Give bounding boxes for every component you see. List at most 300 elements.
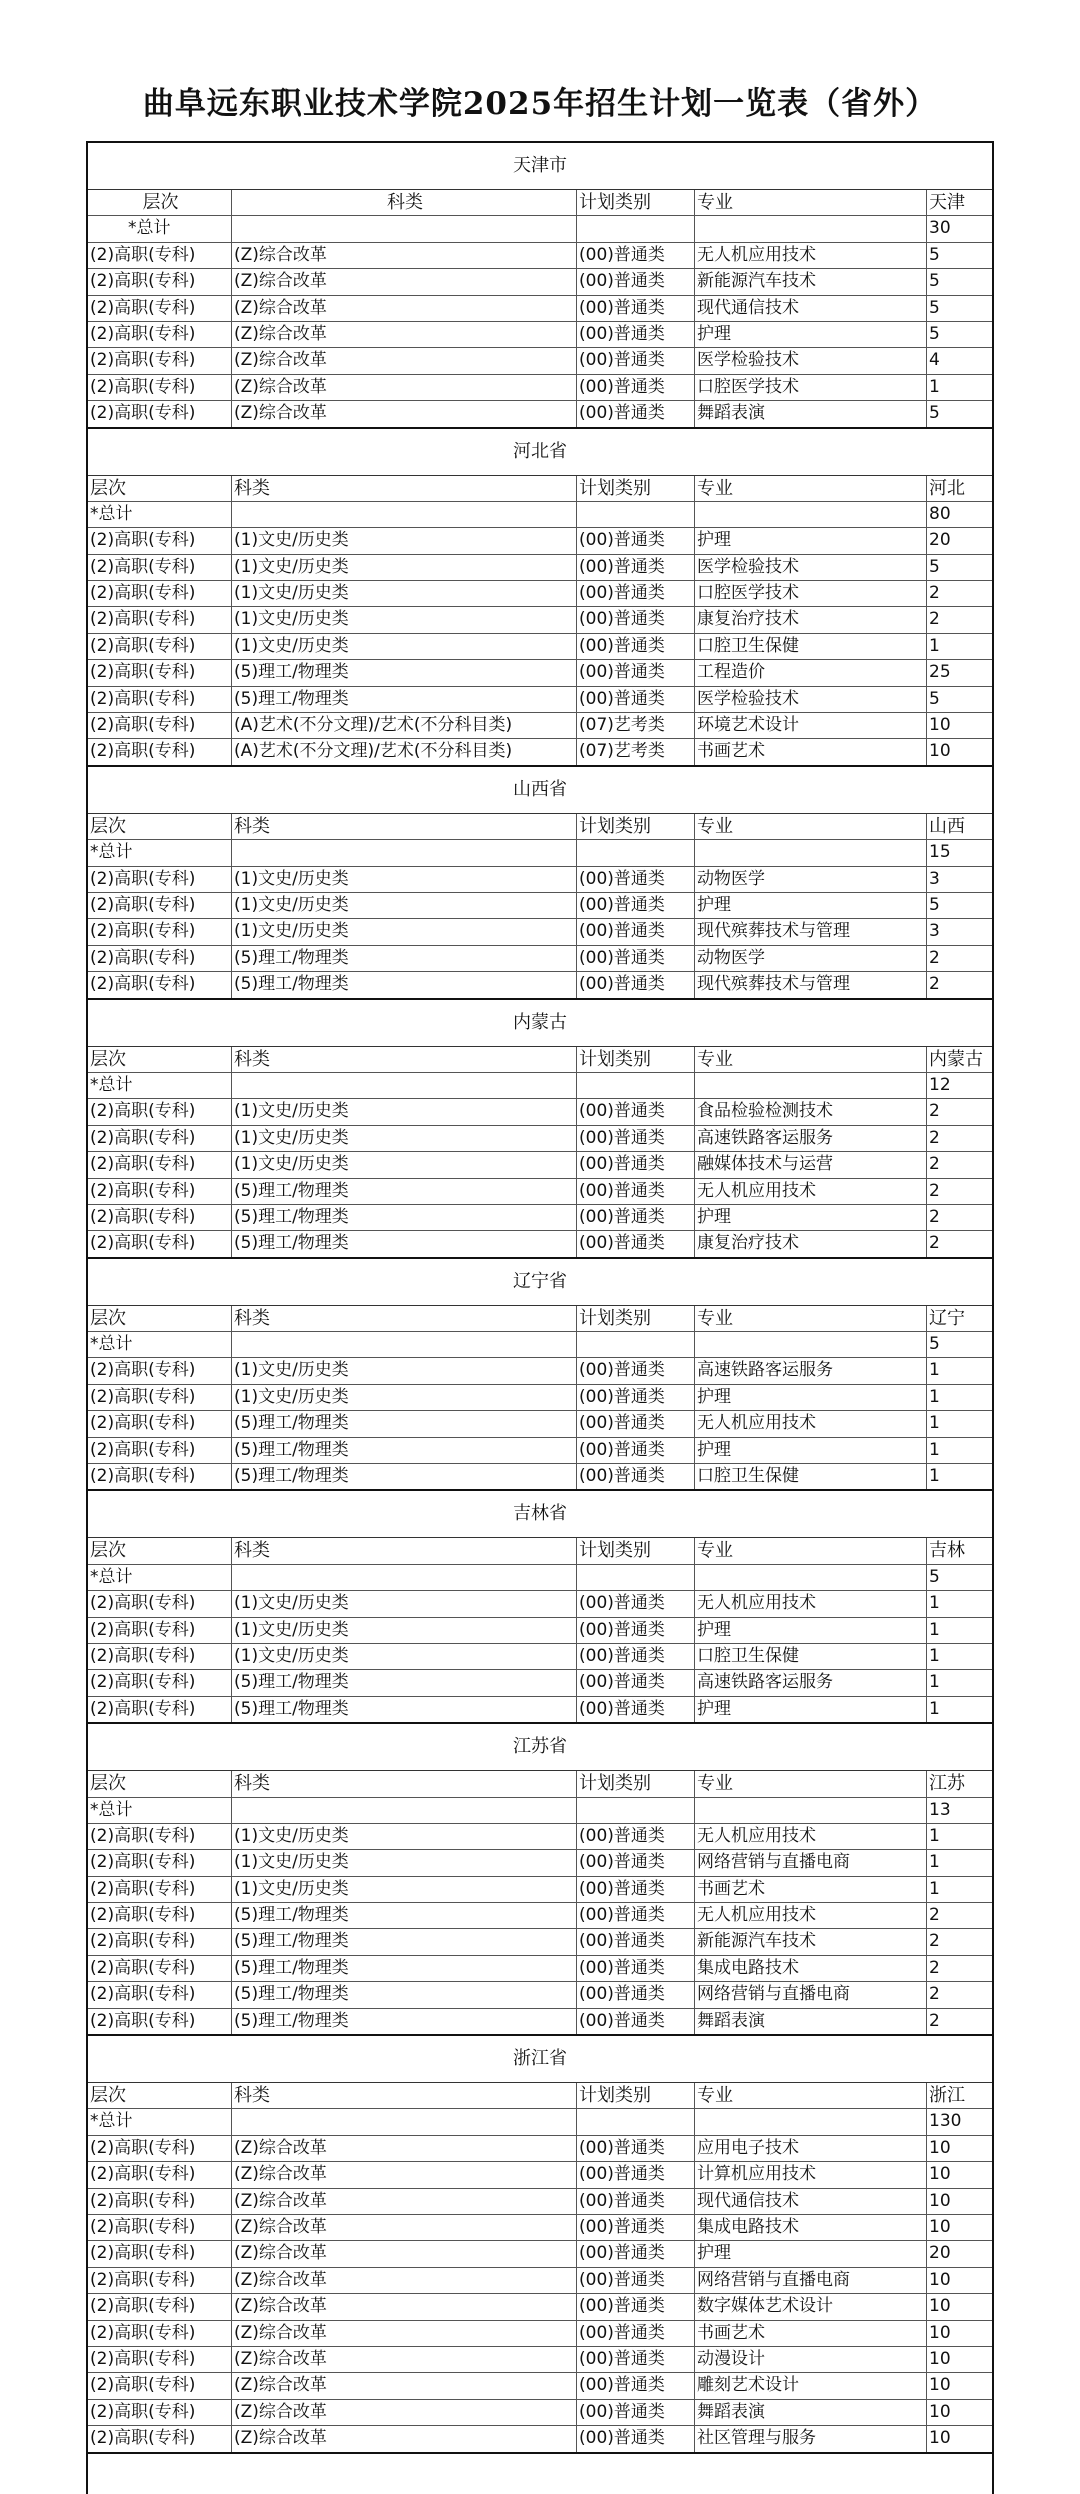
cell-jihua: (00)普通类 <box>577 581 695 606</box>
cell-count: 3 <box>929 868 940 889</box>
cell-zhuanye: 护理 <box>695 1438 927 1463</box>
total-empty <box>695 1073 927 1098</box>
cell-cengci: (2)高职(专科) <box>88 375 232 400</box>
table-row <box>88 1824 992 1850</box>
table-row <box>88 555 992 581</box>
table-row <box>88 1644 992 1670</box>
cell-count: 5 <box>929 556 940 577</box>
cell-jihua: (00)普通类 <box>577 1438 695 1463</box>
cell-zhuanye: 舞蹈表演 <box>695 401 927 426</box>
cell-zhuanye: 工程造价 <box>695 660 927 685</box>
table-row <box>88 713 992 739</box>
cell-jihua: (00)普通类 <box>577 2215 695 2240</box>
table-row <box>88 1152 992 1178</box>
cell-count: 2 <box>929 1905 940 1926</box>
total-row <box>88 1073 992 1099</box>
header-jihua: 计划类别 <box>577 1771 695 1796</box>
cell-kelei: (Z)综合改革 <box>232 269 577 294</box>
cell-jihua: (00)普通类 <box>577 2347 695 2372</box>
header-jihua: 计划类别 <box>577 190 695 215</box>
cell-kelei: (Z)综合改革 <box>232 2268 577 2293</box>
cell-count: 10 <box>929 2348 951 2369</box>
cell-kelei: (1)文史/历史类 <box>232 1850 577 1875</box>
cell-kelei: (5)理工/物理类 <box>232 1438 577 1463</box>
cell-count: 1 <box>929 1413 940 1434</box>
cell-cengci: (2)高职(专科) <box>88 1411 232 1436</box>
cell-cengci: (2)高职(专科) <box>88 1903 232 1928</box>
cell-kelei: (Z)综合改革 <box>232 2162 577 2187</box>
table-row <box>88 1205 992 1231</box>
total-label: *总计 <box>88 1798 232 1823</box>
table-row <box>88 1179 992 1205</box>
cell-kelei: (Z)综合改革 <box>232 2426 577 2451</box>
cell-kelei: (Z)综合改革 <box>232 2215 577 2240</box>
cell-count: 10 <box>929 2296 951 2317</box>
header-row <box>88 2083 992 2109</box>
cell-count: 2 <box>929 609 940 630</box>
cell-kelei: (Z)综合改革 <box>232 2321 577 2346</box>
table-row <box>88 660 992 686</box>
cell-kelei: (Z)综合改革 <box>232 401 577 426</box>
cell-cengci: (2)高职(专科) <box>88 1205 232 1230</box>
table-row <box>88 2294 992 2320</box>
cell-zhuanye: 医学检验技术 <box>695 555 927 580</box>
cell-count: 2 <box>929 1101 940 1122</box>
total-label: *总计 <box>88 1073 232 1098</box>
cell-kelei: (5)理工/物理类 <box>232 1956 577 1981</box>
cell-jihua: (00)普通类 <box>577 2009 695 2034</box>
cell-zhuanye: 动物医学 <box>695 867 927 892</box>
cell-count: 10 <box>929 2428 951 2449</box>
header-row <box>88 814 992 840</box>
cell-cengci: (2)高职(专科) <box>88 867 232 892</box>
cell-zhuanye: 护理 <box>695 1697 927 1722</box>
header-cengci: 层次 <box>88 1538 232 1563</box>
total-empty <box>232 1798 577 1823</box>
cell-cengci: (2)高职(专科) <box>88 581 232 606</box>
province-section <box>88 429 992 767</box>
table-row <box>88 348 992 374</box>
header-row <box>88 1771 992 1797</box>
cell-zhuanye: 护理 <box>695 528 927 553</box>
cell-jihua: (00)普通类 <box>577 1126 695 1151</box>
table-row <box>88 1591 992 1617</box>
cell-kelei: (1)文史/历史类 <box>232 581 577 606</box>
cell-kelei: (Z)综合改革 <box>232 375 577 400</box>
total-row <box>88 1798 992 1824</box>
cell-count: 2 <box>929 1984 940 2005</box>
province-title: 河北省 <box>88 429 992 476</box>
cell-zhuanye: 舞蹈表演 <box>695 2009 927 2034</box>
header-kelei: 科类 <box>232 1047 577 1072</box>
table-row <box>88 946 992 972</box>
cell-cengci: (2)高职(专科) <box>88 687 232 712</box>
cell-jihua: (00)普通类 <box>577 1358 695 1383</box>
total-empty <box>232 2109 577 2134</box>
cell-kelei: (Z)综合改革 <box>232 2373 577 2398</box>
total-row <box>88 1332 992 1358</box>
cell-zhuanye: 口腔卫生保健 <box>695 1644 927 1669</box>
cell-jihua: (00)普通类 <box>577 2373 695 2398</box>
cell-count: 2 <box>929 1957 940 1978</box>
cell-kelei: (5)理工/物理类 <box>232 1670 577 1695</box>
cell-jihua: (00)普通类 <box>577 1956 695 1981</box>
enrollment-plan-table <box>86 141 994 2494</box>
cell-kelei: (1)文史/历史类 <box>232 634 577 659</box>
cell-jihua: (00)普通类 <box>577 1644 695 1669</box>
cell-jihua: (07)艺考类 <box>577 713 695 738</box>
cell-jihua: (00)普通类 <box>577 2162 695 2187</box>
cell-zhuanye: 无人机应用技术 <box>695 1903 927 1928</box>
cell-zhuanye: 网络营销与直播电商 <box>695 2268 927 2293</box>
cell-zhuanye: 无人机应用技术 <box>695 1824 927 1849</box>
cell-kelei: (Z)综合改革 <box>232 2347 577 2372</box>
cell-jihua: (00)普通类 <box>577 972 695 997</box>
cell-zhuanye: 现代通信技术 <box>695 296 927 321</box>
cell-cengci: (2)高职(专科) <box>88 2215 232 2240</box>
table-row <box>88 2426 992 2451</box>
cell-jihua: (07)艺考类 <box>577 739 695 764</box>
cell-cengci: (2)高职(专科) <box>88 1929 232 1954</box>
table-row <box>88 296 992 322</box>
cell-zhuanye: 医学检验技术 <box>695 348 927 373</box>
cell-zhuanye: 动漫设计 <box>695 2347 927 2372</box>
cell-count: 4 <box>929 350 940 371</box>
cell-cengci: (2)高职(专科) <box>88 972 232 997</box>
cell-count: 10 <box>929 2217 951 2237</box>
cell-kelei: (Z)综合改革 <box>232 243 577 268</box>
province-title: 山西省 <box>88 767 992 814</box>
cell-cengci: (2)高职(专科) <box>88 660 232 685</box>
table-row <box>88 739 992 764</box>
total-empty <box>695 1332 927 1357</box>
cell-zhuanye: 食品检验检测技术 <box>695 1099 927 1124</box>
cell-cengci: (2)高职(专科) <box>88 1618 232 1643</box>
cell-count: 1 <box>929 1878 940 1899</box>
header-province-count: 江苏 <box>929 1773 965 1795</box>
header-cengci: 层次 <box>88 476 232 501</box>
header-jihua: 计划类别 <box>577 476 695 501</box>
cell-zhuanye: 应用电子技术 <box>695 2136 927 2161</box>
header-zhuanye: 专业 <box>695 476 927 501</box>
cell-count: 2 <box>929 1154 940 1175</box>
cell-count: 2 <box>929 1931 940 1952</box>
cell-count: 1 <box>929 1466 940 1487</box>
cell-zhuanye: 口腔医学技术 <box>695 375 927 400</box>
total-empty <box>577 840 695 865</box>
table-row <box>88 607 992 633</box>
cell-jihua: (00)普通类 <box>577 946 695 971</box>
total-row <box>88 502 992 528</box>
table-row <box>88 2321 992 2347</box>
table-row <box>88 687 992 713</box>
table-row <box>88 322 992 348</box>
cell-zhuanye: 动物医学 <box>695 946 927 971</box>
cell-kelei: (Z)综合改革 <box>232 2241 577 2266</box>
total-empty <box>232 216 577 241</box>
cell-cengci: (2)高职(专科) <box>88 1231 232 1256</box>
province-section <box>88 1724 992 2036</box>
cell-cengci: (2)高职(专科) <box>88 528 232 553</box>
cell-jihua: (00)普通类 <box>577 2294 695 2319</box>
cell-zhuanye: 护理 <box>695 1385 927 1410</box>
table-row <box>88 2268 992 2294</box>
header-province-count: 浙江 <box>929 2085 965 2107</box>
cell-kelei: (5)理工/物理类 <box>232 1903 577 1928</box>
cell-cengci: (2)高职(专科) <box>88 607 232 632</box>
cell-kelei: (1)文史/历史类 <box>232 1824 577 1849</box>
cell-jihua: (00)普通类 <box>577 2268 695 2293</box>
cell-zhuanye: 口腔医学技术 <box>695 581 927 606</box>
cell-jihua: (00)普通类 <box>577 1877 695 1902</box>
province-section <box>88 1000 992 1259</box>
cell-cengci: (2)高职(专科) <box>88 1670 232 1695</box>
total-label: *总计 <box>88 2109 232 2134</box>
header-row <box>88 1306 992 1332</box>
cell-zhuanye: 集成电路技术 <box>695 2215 927 2240</box>
table-row <box>88 2162 992 2188</box>
cell-count: 25 <box>929 662 951 683</box>
total-label: *总计 <box>88 1565 232 1590</box>
total-value: 5 <box>929 1566 940 1587</box>
cell-cengci: (2)高职(专科) <box>88 1956 232 1981</box>
header-cengci: 层次 <box>88 190 232 215</box>
table-continuation <box>88 2454 992 2494</box>
cell-kelei: (1)文史/历史类 <box>232 867 577 892</box>
table-row <box>88 581 992 607</box>
cell-cengci: (2)高职(专科) <box>88 919 232 944</box>
table-row <box>88 1697 992 1722</box>
cell-count: 2 <box>929 1180 940 1201</box>
cell-kelei: (1)文史/历史类 <box>232 1358 577 1383</box>
cell-cengci: (2)高职(专科) <box>88 1697 232 1722</box>
cell-zhuanye: 书画艺术 <box>695 2321 927 2346</box>
cell-kelei: (Z)综合改革 <box>232 2400 577 2425</box>
table-row <box>88 528 992 554</box>
cell-count: 1 <box>929 1593 940 1614</box>
cell-jihua: (00)普通类 <box>577 243 695 268</box>
cell-count: 20 <box>929 530 951 551</box>
table-row <box>88 1956 992 1982</box>
cell-zhuanye: 护理 <box>695 2241 927 2266</box>
header-zhuanye: 专业 <box>695 1047 927 1072</box>
cell-zhuanye: 康复治疗技术 <box>695 607 927 632</box>
table-row <box>88 1929 992 1955</box>
cell-kelei: (5)理工/物理类 <box>232 1982 577 2007</box>
table-row <box>88 1231 992 1256</box>
header-province-count: 辽宁 <box>929 1307 965 1329</box>
province-title: 辽宁省 <box>88 1259 992 1306</box>
cell-zhuanye: 数字媒体艺术设计 <box>695 2294 927 2319</box>
cell-cengci: (2)高职(专科) <box>88 2426 232 2451</box>
table-row <box>88 1670 992 1696</box>
cell-jihua: (00)普通类 <box>577 1929 695 1954</box>
cell-jihua: (00)普通类 <box>577 348 695 373</box>
cell-jihua: (00)普通类 <box>577 1850 695 1875</box>
total-label: *总计 <box>88 840 232 865</box>
cell-cengci: (2)高职(专科) <box>88 322 232 347</box>
cell-cengci: (2)高职(专科) <box>88 2400 232 2425</box>
page-title: 曲阜远东职业技术学院2025年招生计划一览表（省外） <box>142 86 938 122</box>
total-row <box>88 1565 992 1591</box>
table-row <box>88 269 992 295</box>
table-row <box>88 2241 992 2267</box>
cell-cengci: (2)高职(专科) <box>88 1099 232 1124</box>
cell-count: 10 <box>929 2164 951 2185</box>
cell-cengci: (2)高职(专科) <box>88 1982 232 2007</box>
cell-cengci: (2)高职(专科) <box>88 1126 232 1151</box>
cell-cengci: (2)高职(专科) <box>88 1824 232 1849</box>
cell-kelei: (5)理工/物理类 <box>232 1464 577 1489</box>
cell-kelei: (Z)综合改革 <box>232 2189 577 2214</box>
cell-zhuanye: 网络营销与直播电商 <box>695 1982 927 2007</box>
header-province-count: 内蒙古 <box>929 1048 983 1070</box>
header-zhuanye: 专业 <box>695 190 927 215</box>
cell-zhuanye: 集成电路技术 <box>695 1956 927 1981</box>
total-value: 80 <box>929 503 951 524</box>
cell-zhuanye: 环境艺术设计 <box>695 713 927 738</box>
header-jihua: 计划类别 <box>577 814 695 839</box>
total-value: 130 <box>929 2111 962 2132</box>
cell-zhuanye: 高速铁路客运服务 <box>695 1358 927 1383</box>
total-label: *总计 <box>88 216 232 241</box>
cell-zhuanye: 新能源汽车技术 <box>695 269 927 294</box>
cell-kelei: (Z)综合改革 <box>232 322 577 347</box>
cell-count: 10 <box>929 2190 951 2211</box>
cell-kelei: (5)理工/物理类 <box>232 660 577 685</box>
cell-cengci: (2)高职(专科) <box>88 1850 232 1875</box>
cell-jihua: (00)普通类 <box>577 401 695 426</box>
total-row <box>88 840 992 866</box>
cell-zhuanye: 无人机应用技术 <box>695 243 927 268</box>
header-row <box>88 1047 992 1073</box>
table-row <box>88 2136 992 2162</box>
cell-jihua: (00)普通类 <box>577 1179 695 1204</box>
cell-jihua: (00)普通类 <box>577 1152 695 1177</box>
cell-cengci: (2)高职(专科) <box>88 555 232 580</box>
header-kelei: 科类 <box>232 1538 577 1563</box>
header-zhuanye: 专业 <box>695 814 927 839</box>
cell-zhuanye: 护理 <box>695 1205 927 1230</box>
header-cengci: 层次 <box>88 2083 232 2108</box>
table-row <box>88 634 992 660</box>
total-value: 13 <box>929 1799 951 1820</box>
cell-kelei: (Z)综合改革 <box>232 348 577 373</box>
total-empty <box>232 1332 577 1357</box>
province-title: 吉林省 <box>88 1491 992 1538</box>
cell-kelei: (5)理工/物理类 <box>232 687 577 712</box>
cell-count: 5 <box>929 271 940 292</box>
cell-count: 3 <box>929 921 940 942</box>
cell-zhuanye: 口腔卫生保健 <box>695 1464 927 1489</box>
cell-zhuanye: 无人机应用技术 <box>695 1411 927 1436</box>
cell-jihua: (00)普通类 <box>577 555 695 580</box>
cell-kelei: (Z)综合改革 <box>232 2294 577 2319</box>
total-empty <box>577 2109 695 2134</box>
table-row <box>88 1618 992 1644</box>
cell-kelei: (1)文史/历史类 <box>232 919 577 944</box>
cell-jihua: (00)普通类 <box>577 296 695 321</box>
total-empty <box>232 840 577 865</box>
cell-count: 10 <box>929 2137 951 2158</box>
cell-kelei: (5)理工/物理类 <box>232 2009 577 2034</box>
header-zhuanye: 专业 <box>695 1306 927 1331</box>
cell-jihua: (00)普通类 <box>577 1982 695 2007</box>
header-zhuanye: 专业 <box>695 2083 927 2108</box>
cell-jihua: (00)普通类 <box>577 375 695 400</box>
cell-cengci: (2)高职(专科) <box>88 946 232 971</box>
cell-count: 5 <box>929 323 940 344</box>
cell-kelei: (1)文史/历史类 <box>232 1877 577 1902</box>
total-empty <box>577 216 695 241</box>
province-title: 浙江省 <box>88 2036 992 2083</box>
table-row <box>88 2347 992 2373</box>
cell-zhuanye: 现代通信技术 <box>695 2189 927 2214</box>
cell-zhuanye: 社区管理与服务 <box>695 2426 927 2451</box>
cell-zhuanye: 新能源汽车技术 <box>695 1929 927 1954</box>
total-label: *总计 <box>88 502 232 527</box>
cell-jihua: (00)普通类 <box>577 687 695 712</box>
cell-count: 10 <box>929 741 951 762</box>
header-kelei: 科类 <box>232 476 577 501</box>
cell-count: 5 <box>929 244 940 265</box>
cell-count: 1 <box>929 1698 940 1719</box>
cell-kelei: (1)文史/历史类 <box>232 555 577 580</box>
cell-zhuanye: 康复治疗技术 <box>695 1231 927 1256</box>
total-empty <box>695 216 927 241</box>
cell-kelei: (5)理工/物理类 <box>232 946 577 971</box>
cell-jihua: (00)普通类 <box>577 2241 695 2266</box>
cell-count: 2 <box>929 974 940 995</box>
cell-jihua: (00)普通类 <box>577 919 695 944</box>
cell-count: 1 <box>929 1619 940 1640</box>
cell-zhuanye: 口腔卫生保健 <box>695 634 927 659</box>
cell-jihua: (00)普通类 <box>577 2189 695 2214</box>
table-row <box>88 2373 992 2399</box>
cell-count: 2 <box>929 1233 940 1254</box>
cell-kelei: (Z)综合改革 <box>232 2136 577 2161</box>
cell-cengci: (2)高职(专科) <box>88 1591 232 1616</box>
header-jihua: 计划类别 <box>577 1047 695 1072</box>
total-empty <box>577 1332 695 1357</box>
cell-count: 2 <box>929 1127 940 1148</box>
cell-count: 2 <box>929 583 940 604</box>
cell-kelei: (5)理工/物理类 <box>232 1411 577 1436</box>
cell-zhuanye: 雕刻艺术设计 <box>695 2373 927 2398</box>
total-empty <box>577 1565 695 1590</box>
header-row <box>88 190 992 216</box>
cell-count: 5 <box>929 403 940 424</box>
total-value: 5 <box>929 1334 940 1355</box>
cell-kelei: (1)文史/历史类 <box>232 1644 577 1669</box>
cell-jihua: (00)普通类 <box>577 2321 695 2346</box>
header-cengci: 层次 <box>88 1306 232 1331</box>
table-row <box>88 401 992 426</box>
cell-count: 1 <box>929 1672 940 1693</box>
cell-count: 1 <box>929 1360 940 1381</box>
cell-cengci: (2)高职(专科) <box>88 401 232 426</box>
header-jihua: 计划类别 <box>577 1538 695 1563</box>
cell-kelei: (5)理工/物理类 <box>232 1205 577 1230</box>
total-value: 15 <box>929 842 951 863</box>
total-empty <box>577 1798 695 1823</box>
total-row <box>88 216 992 242</box>
cell-cengci: (2)高职(专科) <box>88 1179 232 1204</box>
cell-jihua: (00)普通类 <box>577 1903 695 1928</box>
cell-cengci: (2)高职(专科) <box>88 2294 232 2319</box>
cell-jihua: (00)普通类 <box>577 1385 695 1410</box>
table-row <box>88 1126 992 1152</box>
